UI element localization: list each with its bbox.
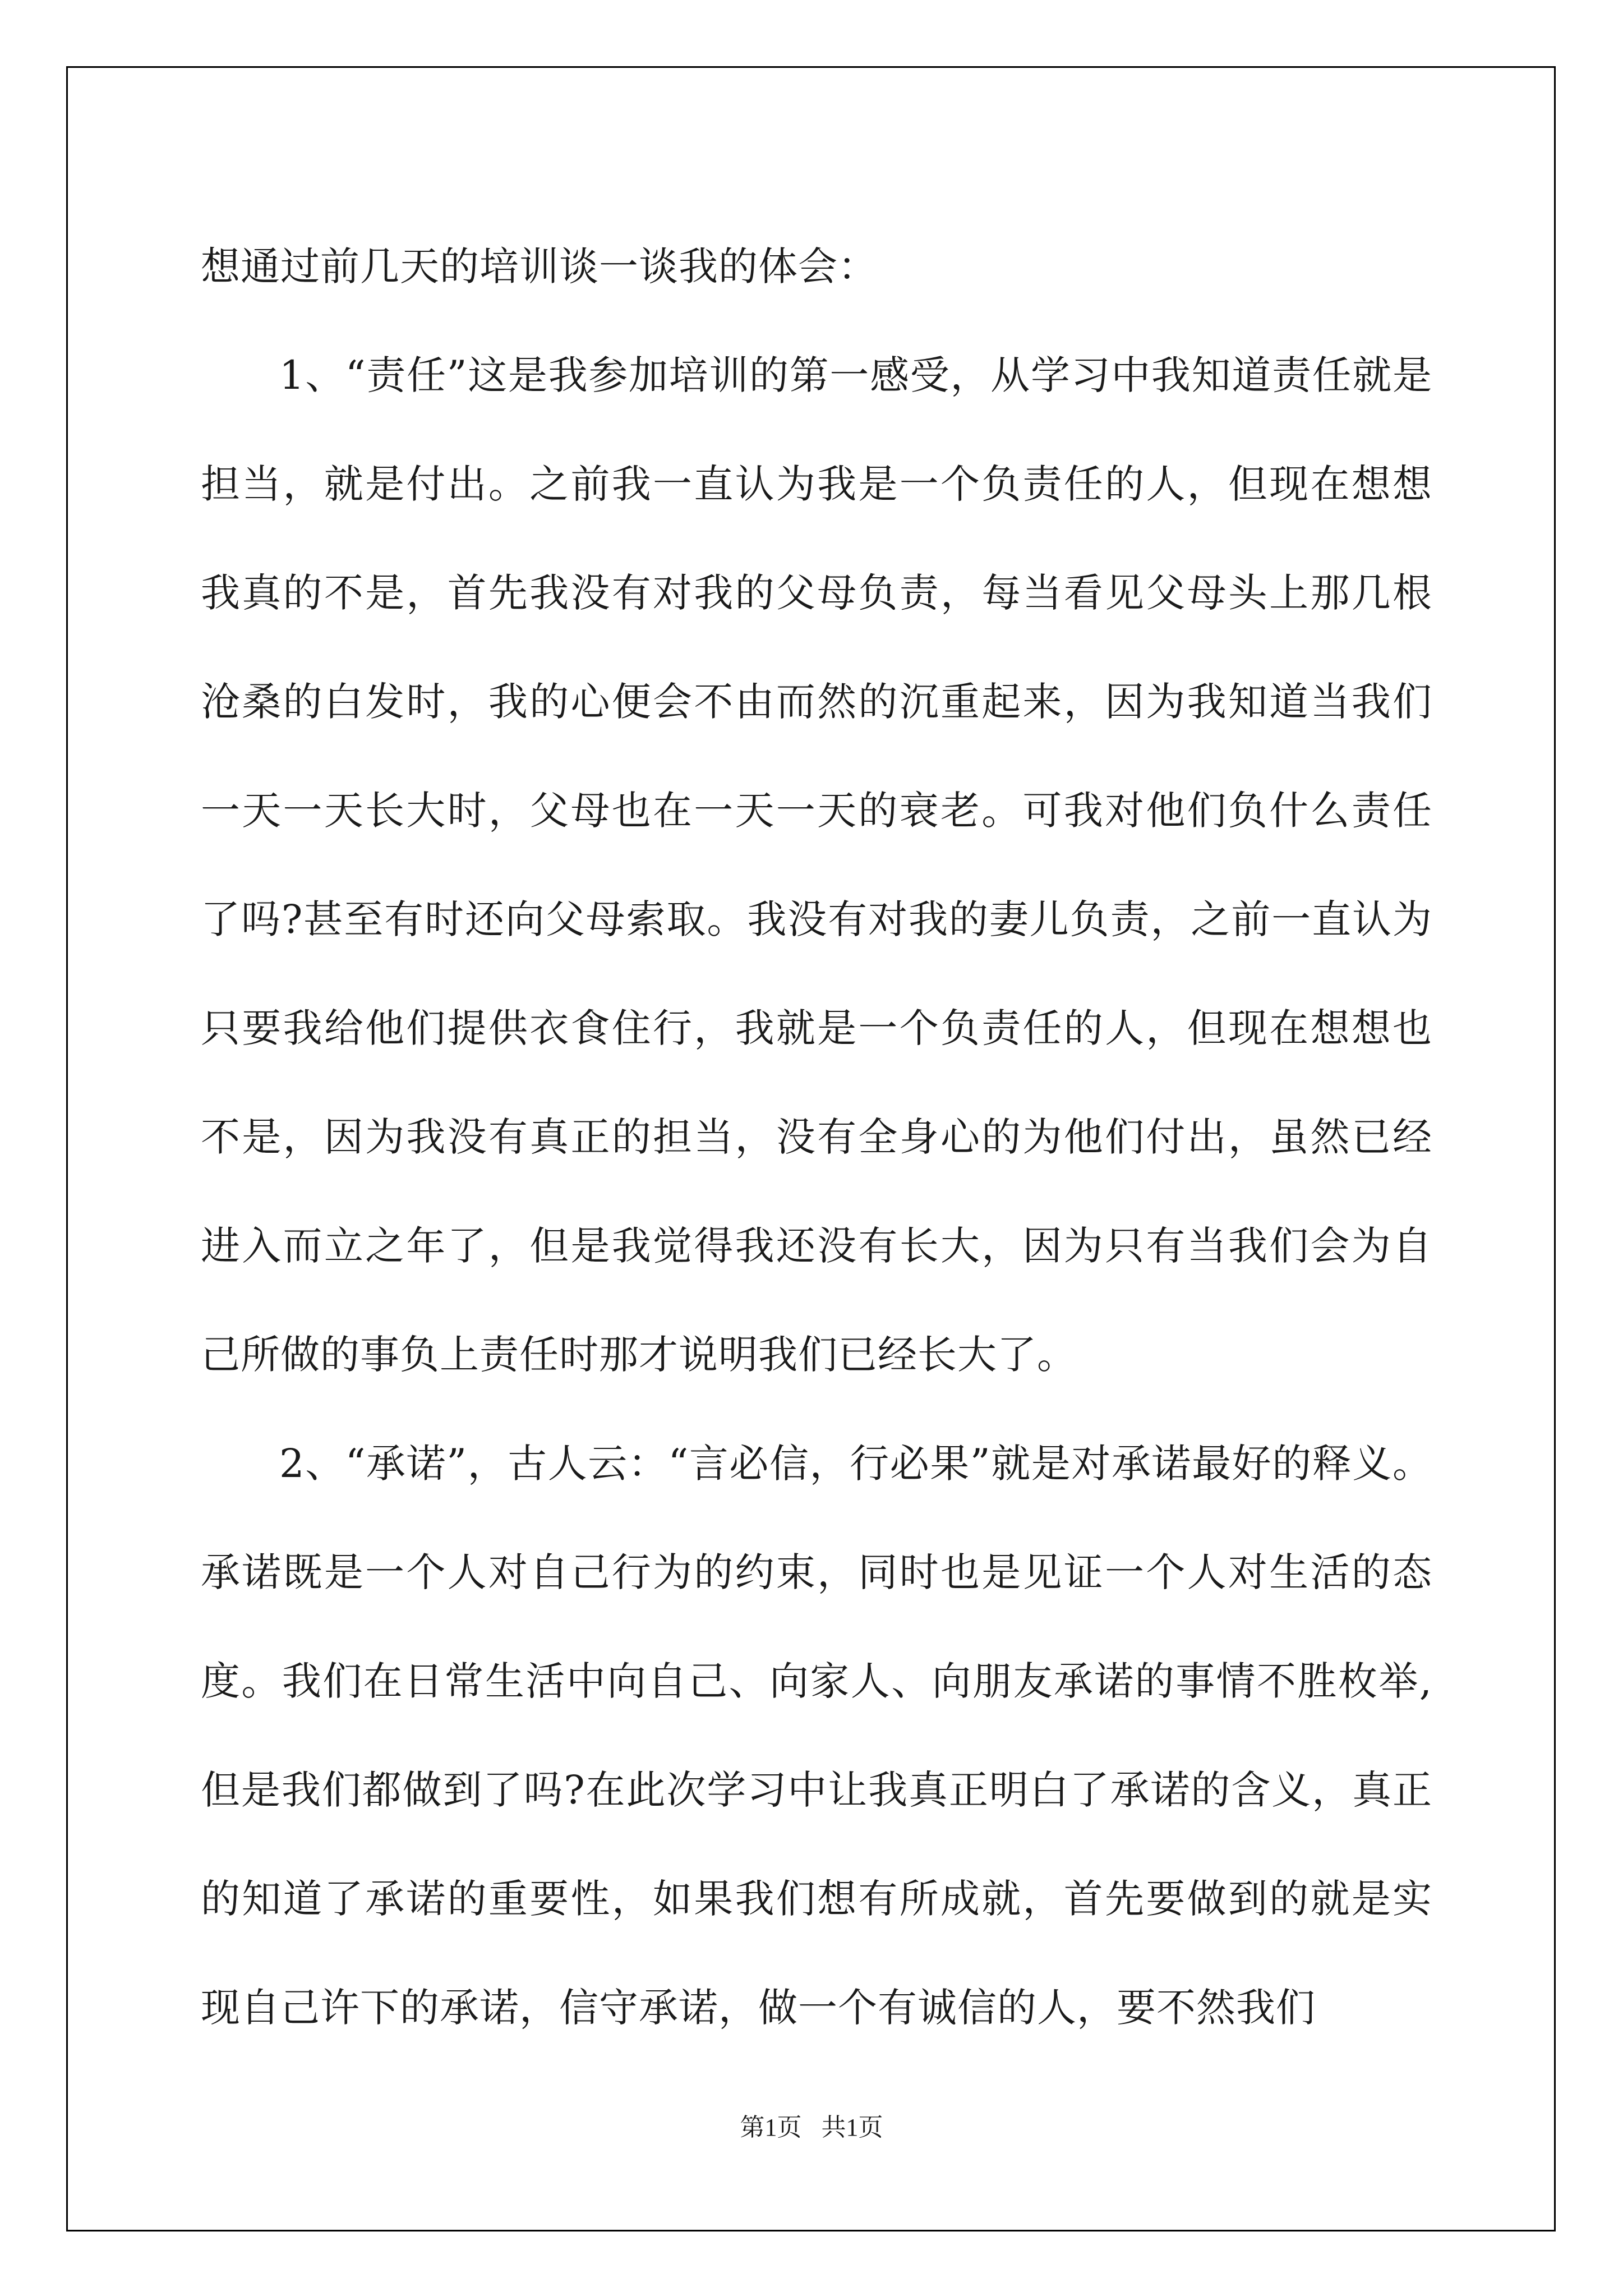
page-number: 第1页 [740, 2114, 802, 2141]
page-total: 共1页 [821, 2114, 883, 2141]
paragraph-intro: 想通过前几天的培训谈一谈我的体会： [201, 243, 878, 289]
paragraph-promise: 2、“承诺”，古人云：“言必信，行必果”就是对承诺最好的释义。承诺既是一个人对自己行为的约束，同时也是见证一个人对生活的态度。我们在日常生活中向自己、向家人、向朋友承诺的事情不胜枚举,但是我们都做到了吗?在此次学习中让我真正明白了承诺的含义，真正的知道了承诺的重要性，如果我们想有所成就，首先要做到的就是实现自己许下的承诺，信守承诺，做一个有诚信的人，要不然我们 [201, 1441, 1432, 2031]
paragraph-responsibility: 1、“责任”这是我参加培训的第一感受，从学习中我知道责任就是担当，就是付出。之前我一直认为我是一个负责任的人，但现在想想我真的不是，首先我没有对我的父母负责，每当看见父母头上那几根沧桑的白发时，我的心便会不由而然的沉重起来，因为我知道当我们一天一天长大时，父母也在一天一天的衰老。可我对他们负什么责任了吗?甚至有时还向父母索取。我没有对我的妻儿负责，之前一直认为只要我给他们提供衣食住行，我就是一个负责任的人，但现在想想也不是，因为我没有真正的担当，没有全身心的为他们付出，虽然已经进入而立之年了，但是我觉得我还没有长大，因为只有当我们会为自己所做的事负上责任时那才说明我们已经长大了。 [201, 352, 1432, 1378]
page-footer [0, 2107, 1623, 2143]
document-body [201, 212, 1432, 2062]
